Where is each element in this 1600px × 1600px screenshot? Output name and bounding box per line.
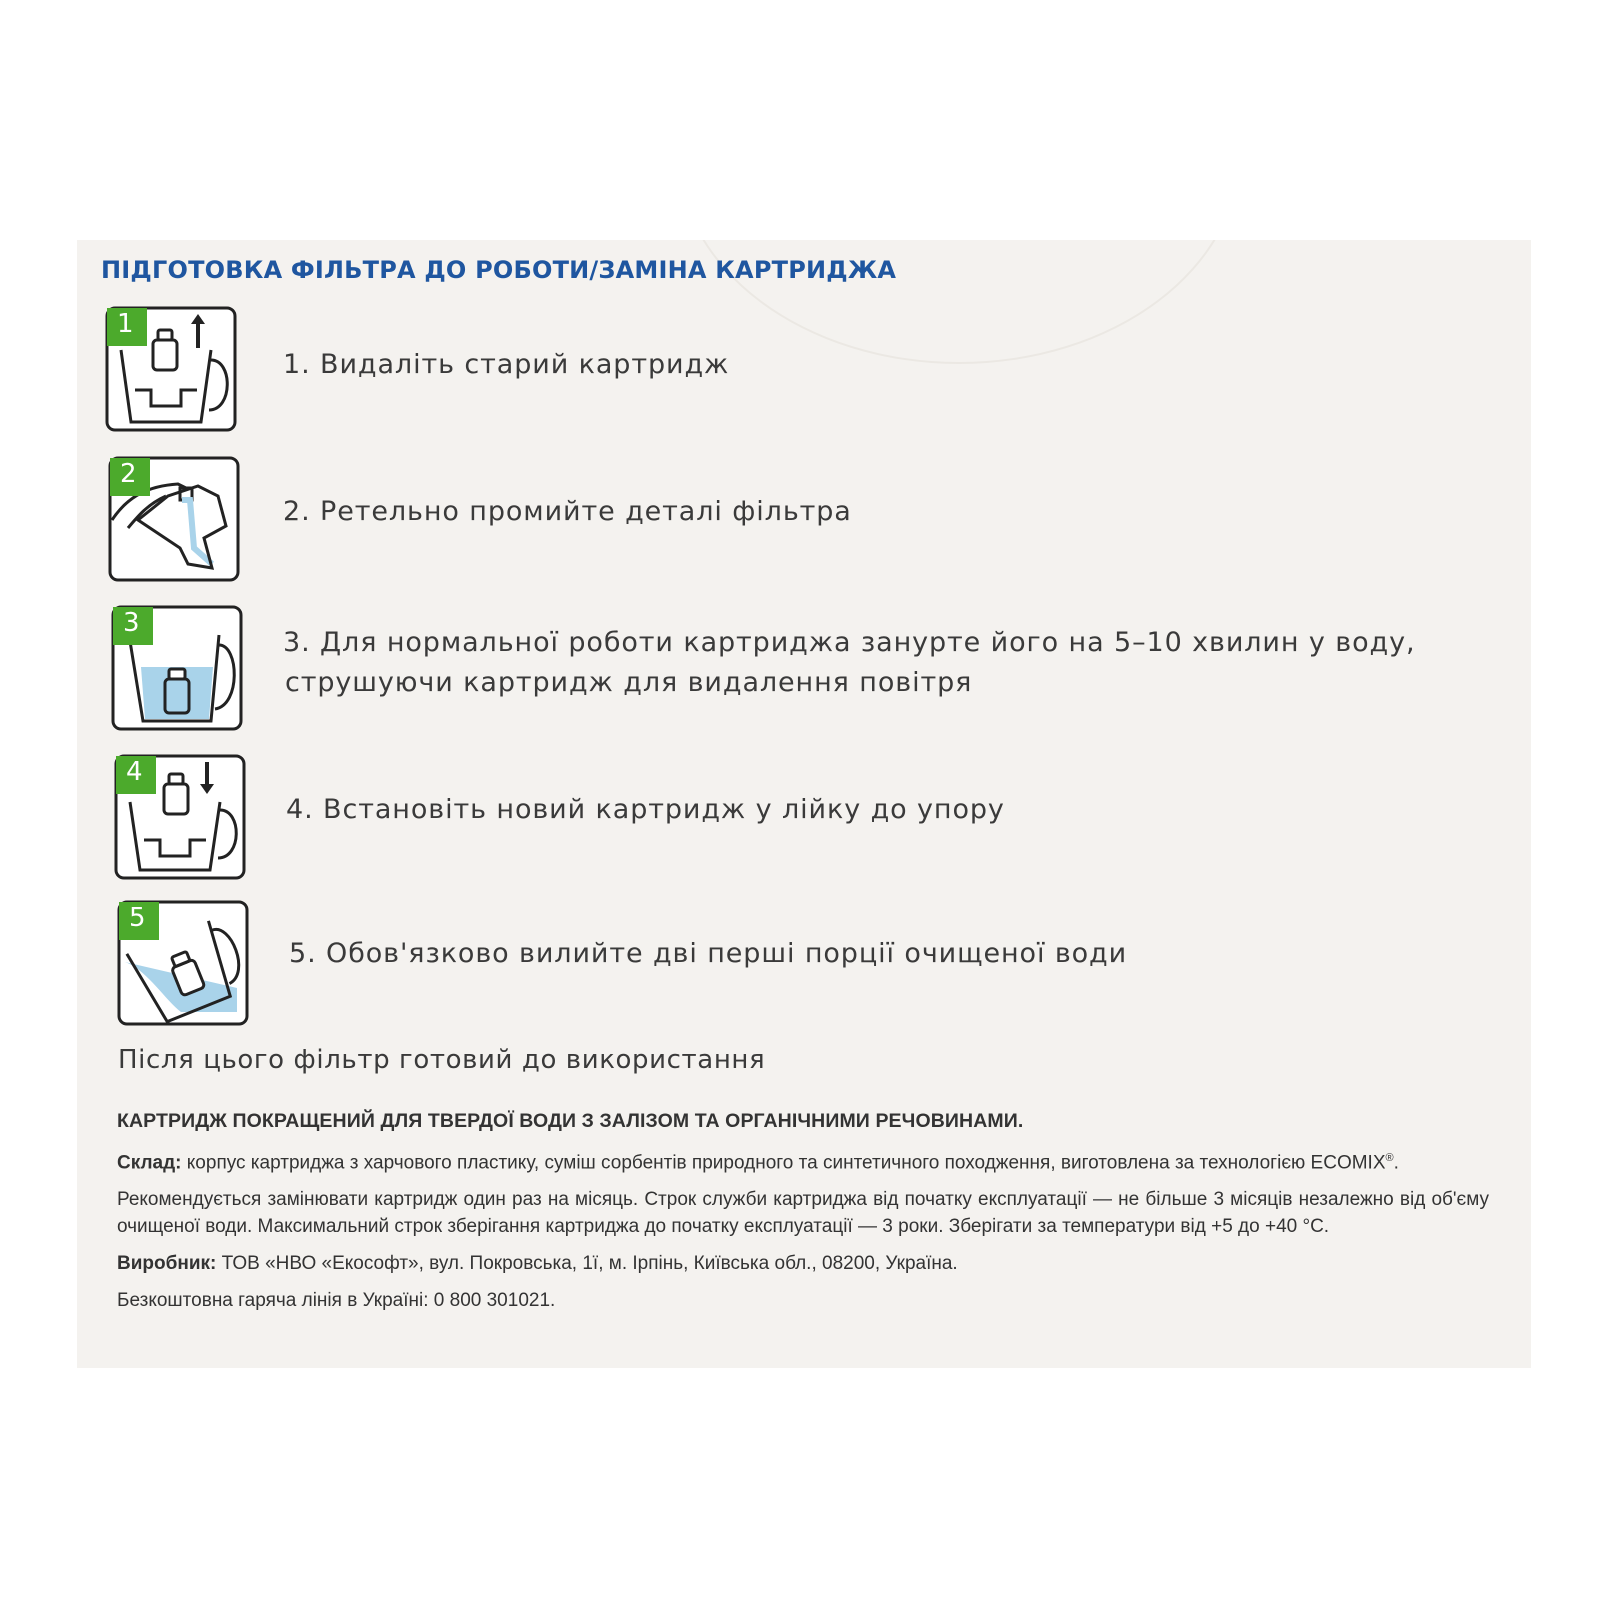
- step-3: [105, 605, 1505, 735]
- cartridge-heading: КАРТРИДЖ ПОКРАЩЕНИЙ ДЛЯ ТВЕРДОЇ ВОДИ З ЗАЛІЗОМ ТА ОРГАНІЧНИМИ РЕЧОВИНАМИ.: [117, 1110, 1024, 1132]
- recommendation-paragraph: Рекомендується замінювати картридж один раз на місяць. Строк служби картриджа від початку експлуатації — не більше 3 місяців незалежно від об'єму очищеної води. Максимальний строк зберігання картриджа до початку експлуатації — 3 роки. Зберігати за температури від +5 до +40 °С.: [117, 1189, 1489, 1238]
- step-4: [105, 754, 1505, 884]
- ready-note: Після цього фільтр готовий до використання: [118, 1045, 766, 1075]
- manufacturer-label: Виробник:: [117, 1253, 217, 1275]
- instruction-panel: [77, 240, 1531, 1368]
- step-1-text: 1. Видаліть старий картридж: [283, 349, 730, 380]
- page-title: ПІДГОТОВКА ФІЛЬТРА ДО РОБОТИ/ЗАМІНА КАРТРИДЖА: [101, 256, 897, 284]
- composition-paragraph: [117, 1145, 1489, 1176]
- step-3-badge: 3: [123, 608, 140, 638]
- manufacturer-paragraph: [117, 1250, 1489, 1277]
- step-3-text-line-2: струшуючи картридж для видалення повітря: [285, 667, 973, 698]
- step-4-badge: 4: [126, 757, 143, 787]
- step-2-text: 2. Ретельно промийте деталі фільтра: [283, 496, 852, 527]
- registered-mark: ®: [1385, 1152, 1394, 1164]
- step-1-badge: 1: [117, 309, 134, 339]
- cartridge-info: [117, 1110, 1489, 1324]
- hotline-paragraph: Безкоштовна гаряча лінія в Україні: 0 800 301021.: [117, 1290, 556, 1312]
- step-5-badge: 5: [129, 903, 146, 933]
- step-3-text-line-1: 3. Для нормальної роботи картриджа занурте його на 5–10 хвилин у воду,: [283, 627, 1416, 658]
- composition-label: Склад:: [117, 1152, 182, 1174]
- step-2: [105, 456, 1505, 586]
- step-1: [105, 306, 1505, 436]
- composition-text: корпус картриджа з харчового пластику, суміш сорбентів природного та синтетичного походження, виготовлена за технологією ECOMIX: [186, 1152, 1386, 1174]
- composition-end: .: [1393, 1152, 1399, 1174]
- step-5-text: 5. Обов'язково вилийте дві перші порції очищеної води: [289, 938, 1128, 969]
- step-5: [105, 900, 1505, 1030]
- manufacturer-text: ТОВ «НВО «Екософт», вул. Покровська, 1ї, м. Ірпінь, Київська обл., 08200, Україна.: [221, 1253, 958, 1275]
- step-2-badge: 2: [120, 459, 137, 489]
- step-4-text: 4. Встановіть новий картридж у лійку до упору: [286, 794, 1005, 825]
